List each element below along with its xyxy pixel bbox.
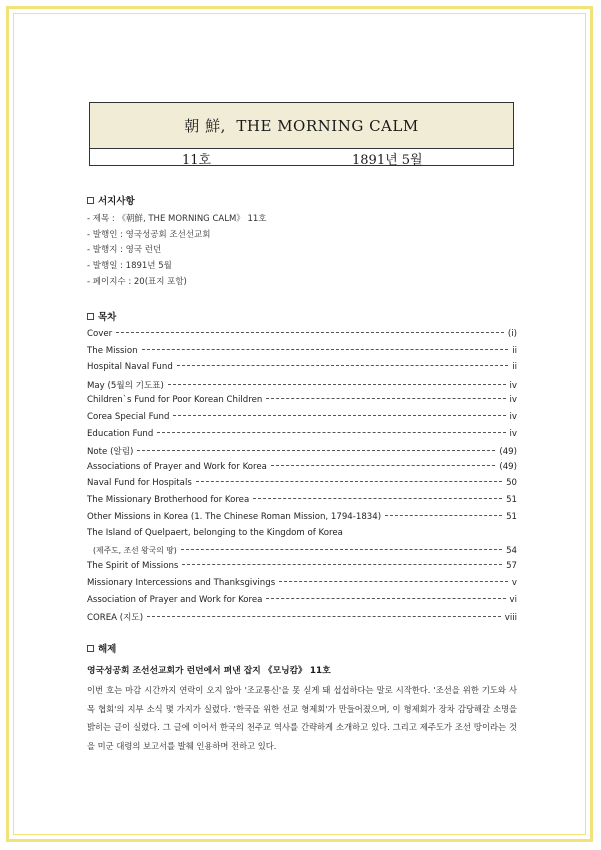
toc-leader: [177, 365, 508, 366]
toc-leader: [147, 616, 501, 617]
toc-leader: [266, 598, 505, 599]
title-box: [89, 102, 514, 166]
toc-entry: [87, 445, 517, 462]
bibliographic-list: [87, 212, 517, 291]
square-bullet-icon: [87, 197, 94, 204]
toc-entry-title: Hospital Naval Fund: [87, 362, 173, 373]
toc-leader: [279, 581, 508, 582]
toc-leader: [168, 384, 506, 385]
toc-leader: [266, 398, 505, 399]
toc-entry-page: 57: [506, 561, 517, 572]
toc-entry-title: (제주도, 조선 왕국의 땅): [93, 545, 177, 555]
toc-entry-page: v: [511, 577, 517, 588]
title-hanja: 朝 鮮,: [184, 117, 226, 135]
square-bullet-icon: [87, 645, 94, 652]
toc-entry-title: Cover: [87, 329, 113, 339]
toc-entry-title: The Missionary Brotherhood for Korea: [87, 494, 250, 505]
toc-entry-title: Missionary Intercessions and Thanksgivings: [87, 577, 276, 588]
title-row: [90, 103, 513, 149]
toc-entry-page: (i): [507, 329, 517, 339]
toc-entry-title: Children`s Fund for Poor Korean Children: [87, 395, 263, 406]
toc-entry-title: May (5월의 기도표): [87, 380, 164, 391]
toc-entry-page: vi: [509, 594, 517, 605]
toc-entry-page: viii: [504, 613, 517, 624]
bibliographic-item: - 제목 : 《朝鮮, THE MORNING CALM》 11호: [87, 214, 267, 224]
toc-entry: [87, 495, 517, 512]
bibliographic-heading: 서지사항: [87, 193, 517, 207]
toc-entry: [87, 346, 517, 363]
toc-entry: [87, 528, 517, 545]
toc-entry: [87, 545, 517, 562]
toc-entry: [87, 561, 517, 578]
toc-leader: [271, 465, 495, 466]
toc-entry-title: Corea Special Fund: [87, 411, 170, 422]
toc-entry-page: iv: [509, 428, 517, 439]
toc-entry: [87, 512, 517, 529]
issue-row: [90, 149, 513, 167]
summary-title: 영국성공회 조선선교회가 런던에서 펴낸 잡지 《모닝캄》 11호: [87, 666, 331, 676]
bibliographic-item: - 페이지수 : 20(표지 포함): [87, 276, 187, 287]
bibliographic-item: - 발행지 : 영국 런던: [87, 245, 162, 256]
bibliographic-item: - 발행인 : 영국성공회 조선선교회: [87, 229, 211, 240]
toc-entry: [87, 329, 517, 346]
toc-leader: [196, 481, 502, 482]
toc-leader: [181, 549, 502, 550]
summary-heading: 해제: [87, 641, 517, 655]
toc-entry: [87, 595, 517, 612]
toc-entry: [87, 412, 517, 429]
toc-entry: [87, 379, 517, 396]
toc-entry-page: iv: [509, 411, 517, 422]
toc-entry: [87, 362, 517, 379]
toc-entry-title: Other Missions in Korea (1. The Chinese Roman Mission, 1794-1834): [87, 511, 382, 522]
toc-entry: [87, 578, 517, 595]
toc-entry: [87, 478, 517, 495]
toc-entry-page: 50: [506, 478, 517, 489]
toc-leader: [137, 450, 495, 451]
issue-number: 11호: [182, 152, 212, 168]
toc-entry-page: iv: [509, 380, 517, 391]
toc-entry: [87, 429, 517, 446]
issue-date: 1891년 5월: [352, 152, 423, 168]
toc-entry-title: The Mission: [87, 345, 138, 356]
toc-entry-title: The Island of Quelpaert, belonging to the Kingdom of Korea: [87, 528, 343, 539]
toc-leader: [182, 564, 502, 565]
summary-body: 이번 호는 마감 시간까지 연락이 오지 않아 '조교통신'을 못 싣게 돼 섭섭하다는 말로 시작한다. '조선을 위한 기도와 사목 협회'의 지부 소식 몇 가지가 실렸다. '한국을 위한 선교 형제회'가 만들어졌으며, 이 형제회가 장차 감당해갈 소명을 밝히는 글이 실렸다. 그 글에 이어서 한국의 천주교 역사를 간략하게 소개하고 있다. 그리고 제주도가 조선 땅이라는 것을 미군 대령의 보고서를 발췌 인용하며 전하고 있다.: [87, 685, 517, 751]
toc-leader: [157, 432, 505, 433]
toc-entry-page: ii: [512, 362, 517, 373]
toc-entry-page: 54: [506, 545, 517, 556]
toc-entry-page: iv: [509, 395, 517, 406]
toc-leader: [385, 515, 502, 516]
square-bullet-icon: [87, 313, 94, 320]
toc-entry: [87, 395, 517, 412]
bibliographic-item: - 발행일 : 1891년 5월: [87, 261, 172, 272]
summary-section: [87, 641, 517, 755]
toc-entry-page: 51: [506, 511, 517, 522]
toc-leader: [173, 415, 505, 416]
toc-leader: [142, 349, 509, 350]
toc-entry-page: ii: [512, 345, 517, 356]
toc-entry-title: Naval Fund for Hospitals: [87, 478, 192, 489]
toc-entry-title: Associations of Prayer and Work for Korea: [87, 461, 267, 472]
toc-leader: [253, 498, 502, 499]
toc-entry-title: The Spirit of Missions: [87, 561, 179, 572]
toc-entry: [87, 462, 517, 479]
toc-entry-page: 51: [506, 494, 517, 505]
contents-section: [87, 309, 517, 628]
toc-entry-title: COREA (지도): [87, 613, 144, 624]
bibliographic-section: [87, 193, 517, 291]
toc-entry-title: Note (알림): [87, 447, 134, 458]
toc-entry-title: Association of Prayer and Work for Korea: [87, 594, 263, 605]
title-english: THE MORNING CALM: [236, 116, 419, 135]
table-of-contents: [87, 329, 517, 628]
toc-entry-title: Education Fund: [87, 428, 154, 439]
toc-entry-page: (49): [499, 461, 517, 472]
toc-entry-page: (49): [499, 447, 517, 458]
toc-leader: [116, 332, 504, 333]
toc-entry: [87, 611, 517, 628]
contents-heading: 목차: [87, 309, 517, 323]
